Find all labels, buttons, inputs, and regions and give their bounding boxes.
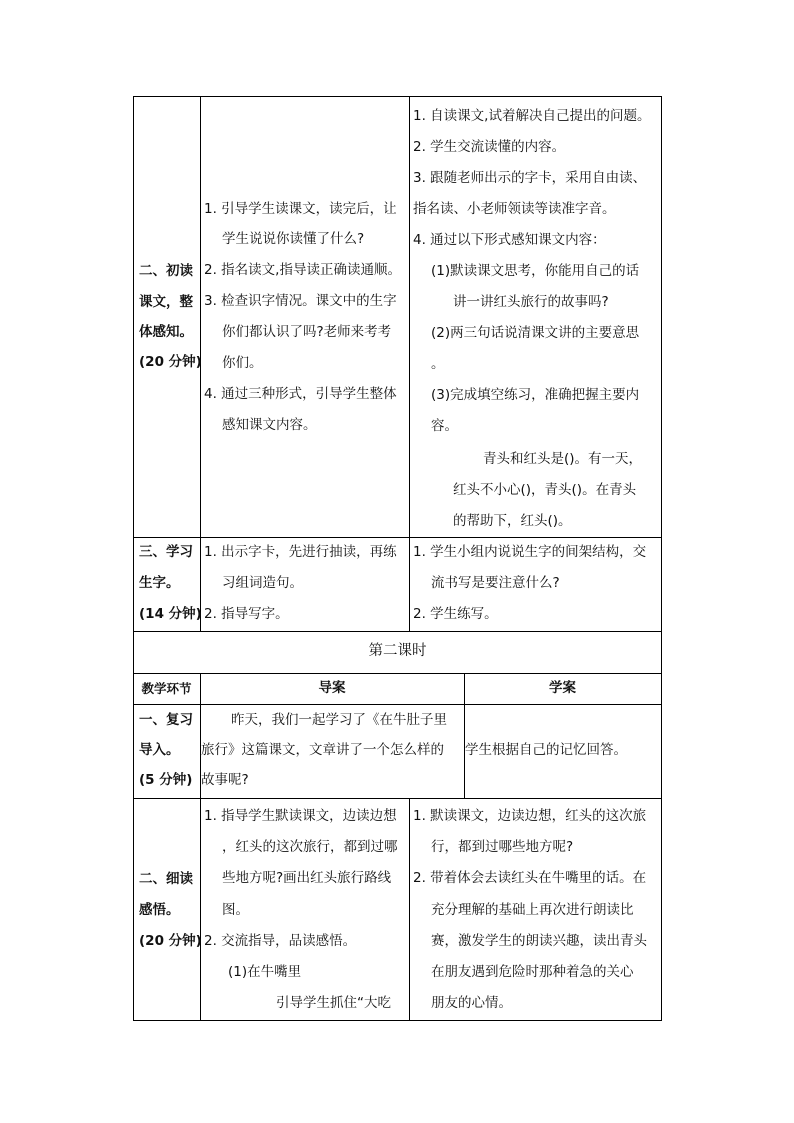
guide-text-line: 些地方呢?画出红头旅行路线 (222, 870, 392, 886)
stage-label-line: 二、初读 (139, 263, 193, 279)
guide-text-line: 习组词造句。 (222, 575, 303, 591)
study-text-line: 指名读、小老师领读等读准字音。 (413, 201, 616, 217)
guide-text-line: 3. 检查识字情况。课文中的生字 (204, 293, 397, 309)
table1-right-border (661, 96, 662, 632)
study-text-line: (3)完成填空练习，准确把握主要内 (431, 387, 640, 403)
study-text-line: (1)默读课文思考，你能用自己的话 (431, 263, 640, 279)
guide-text-line: 昨天，我们一起学习了《在牛肚子里 (231, 712, 447, 728)
table1-left-border (133, 96, 134, 632)
study-text-line: 行，都到过哪些地方呢? (431, 839, 574, 855)
study-text-line: 学生根据自己的记忆回答。 (465, 742, 627, 758)
study-text-line: 2. 学生交流读懂的内容。 (413, 139, 566, 155)
stage-label-line: 三、学习 (139, 544, 193, 560)
study-text-line: (2)两三句话说清课文讲的主要意思 (431, 325, 640, 341)
table1-row-divider (133, 537, 662, 538)
guide-text-line: 故事呢? (201, 772, 249, 788)
guide-text-line: 你们都认识了吗?老师来考考 (222, 324, 392, 340)
stage-label-line: 体感知。 (139, 324, 193, 340)
study-text-line: 1. 自读课文,试着解决自己提出的问题。 (413, 108, 651, 124)
guide-text-line: 旅行》这篇课文，文章讲了一个怎么样的 (201, 742, 444, 758)
table2-col-divider-1 (200, 673, 201, 1021)
guide-text-line: 2. 指名读文,指导读正确读通顺。 (204, 262, 401, 278)
guide-text-line: 图。 (222, 902, 249, 918)
stage-label-line: 一、复习 (139, 712, 193, 728)
stage-label-line: 导入。 (139, 742, 180, 758)
guide-text-line: 1. 出示字卡，先进行抽读，再练 (204, 544, 397, 560)
table2-left-border (133, 673, 134, 1021)
study-text-line: 1. 默读课文，边读边想，红头的这次旅 (413, 808, 647, 824)
table1-bottom-border (133, 631, 662, 632)
table2-row-divider (133, 798, 662, 799)
guide-text-line: 感知课文内容。 (222, 417, 317, 433)
study-text-line: 2. 学生练写。 (413, 606, 498, 622)
stage-label-line: 二、细读 (139, 871, 193, 887)
guide-text-line: 1. 指导学生默读课文，边读边想 (204, 808, 397, 824)
table1-top-border (133, 96, 662, 97)
stage-label-line: 课文，整 (139, 294, 193, 310)
table1-col-divider-2 (409, 96, 410, 632)
study-text-line: 充分理解的基础上再次进行朗读比 (431, 902, 634, 918)
header-study-plan: 学案 (549, 680, 576, 696)
header-guide-plan: 导案 (318, 680, 346, 696)
study-text-line: 4. 通过以下形式感知课文内容： (413, 232, 606, 248)
study-text-line: 流书写是要注意什么? (431, 575, 560, 591)
study-text-line: 3. 跟随老师出示的字卡，采用自由读、 (413, 170, 647, 186)
study-text-line: 赛，激发学生的朗读兴趣，读出青头 (431, 933, 647, 949)
table2-bottom-border (133, 1020, 662, 1021)
study-text-line: 在朋友遇到危险时那种着急的关心 (431, 964, 634, 980)
guide-text-line: 4. 通过三种形式，引导学生整体 (204, 386, 397, 402)
session-title: 第二课时 (368, 643, 427, 659)
stage-label-line: 生字。 (139, 575, 180, 591)
stage-label-line: (20 分钟) (139, 933, 202, 949)
study-text-line: 。 (431, 356, 445, 372)
guide-text-line: 学生说说你读懂了什么? (222, 231, 365, 247)
study-text-line: 朋友的心情。 (431, 995, 512, 1011)
guide-text-line: 引导学生抓住“大吃 (276, 995, 391, 1011)
table2-header-bottom (133, 704, 662, 705)
guide-text-line: (1)在牛嘴里 (228, 964, 302, 980)
stage-label-line: (20 分钟) (139, 354, 202, 370)
study-text-line: 1. 学生小组内说说生字的间架结构，交 (413, 544, 647, 560)
table2-right-border (661, 673, 662, 1021)
study-text-line: 容。 (431, 418, 458, 434)
table2-col-divider-2b (409, 798, 410, 1021)
study-text-line: 讲一讲红头旅行的故事吗? (453, 294, 609, 310)
guide-text-line: 2. 指导写字。 (204, 606, 289, 622)
guide-text-line: 2. 交流指导，品读感悟。 (204, 933, 357, 949)
guide-text-line: 1. 引导学生读课文，读完后，让 (204, 201, 397, 217)
guide-text-line: ，红头的这次旅行，都到过哪 (222, 839, 398, 855)
study-text-line: 红头不小心()，青头()。在青头 (453, 482, 637, 498)
title-row-bottom (133, 673, 662, 674)
study-text-line: 的帮助下，红头()。 (453, 513, 572, 529)
study-text-line: 青头和红头是()。有一天， (483, 451, 643, 467)
stage-label-line: (14 分钟) (139, 606, 202, 622)
stage-label-line: (5 分钟) (139, 772, 193, 788)
stage-label-line: 感悟。 (139, 902, 180, 918)
header-teaching-stage: 教学环节 (141, 681, 192, 696)
guide-text-line: 你们。 (222, 355, 263, 371)
study-text-line: 2. 带着体会去读红头在牛嘴里的话。在 (413, 870, 647, 886)
